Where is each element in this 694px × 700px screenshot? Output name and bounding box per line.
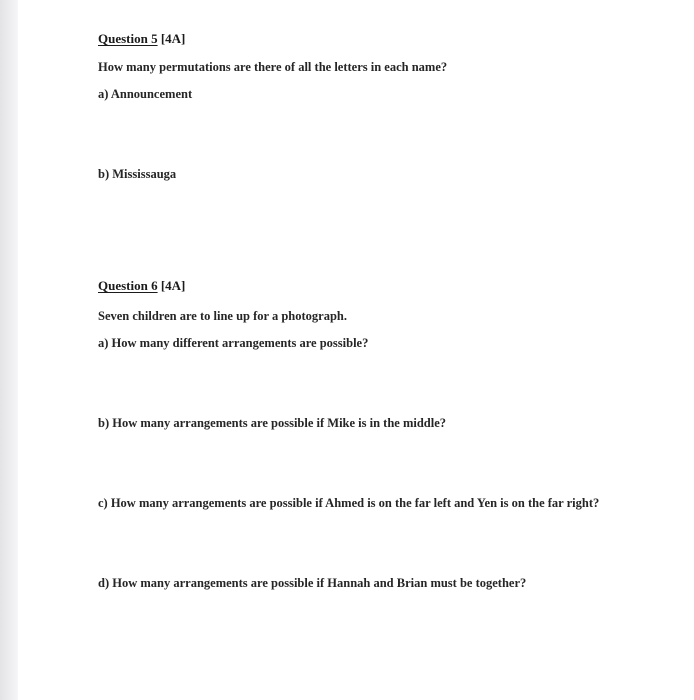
question-6-title: Question 6 xyxy=(98,278,158,293)
page-left-margin-shadow xyxy=(0,0,18,700)
question-5-prompt: How many permutations are there of all the letters in each name? xyxy=(98,60,448,74)
question-6-part-c: c) How many arrangements are possible if Ahmed is on the far left and Yen is on the far right? xyxy=(98,496,600,510)
document-page xyxy=(18,0,694,700)
question-6-part-a: a) How many different arrangements are possible? xyxy=(98,336,369,350)
question-6-heading xyxy=(98,278,185,294)
question-6-part-d: d) How many arrangements are possible if Hannah and Brian must be together? xyxy=(98,576,527,590)
question-5-part-a: a) Announcement xyxy=(98,87,193,101)
question-5-marks: [4A] xyxy=(160,31,186,46)
question-5-title: Question 5 xyxy=(98,31,158,46)
question-6-marks: [4A] xyxy=(160,278,186,293)
question-6-prompt: Seven children are to line up for a photograph. xyxy=(98,309,347,323)
question-6-part-b: b) How many arrangements are possible if Mike is in the middle? xyxy=(98,416,447,430)
question-5-heading xyxy=(98,31,185,47)
question-5-part-b: b) Mississauga xyxy=(98,167,177,181)
